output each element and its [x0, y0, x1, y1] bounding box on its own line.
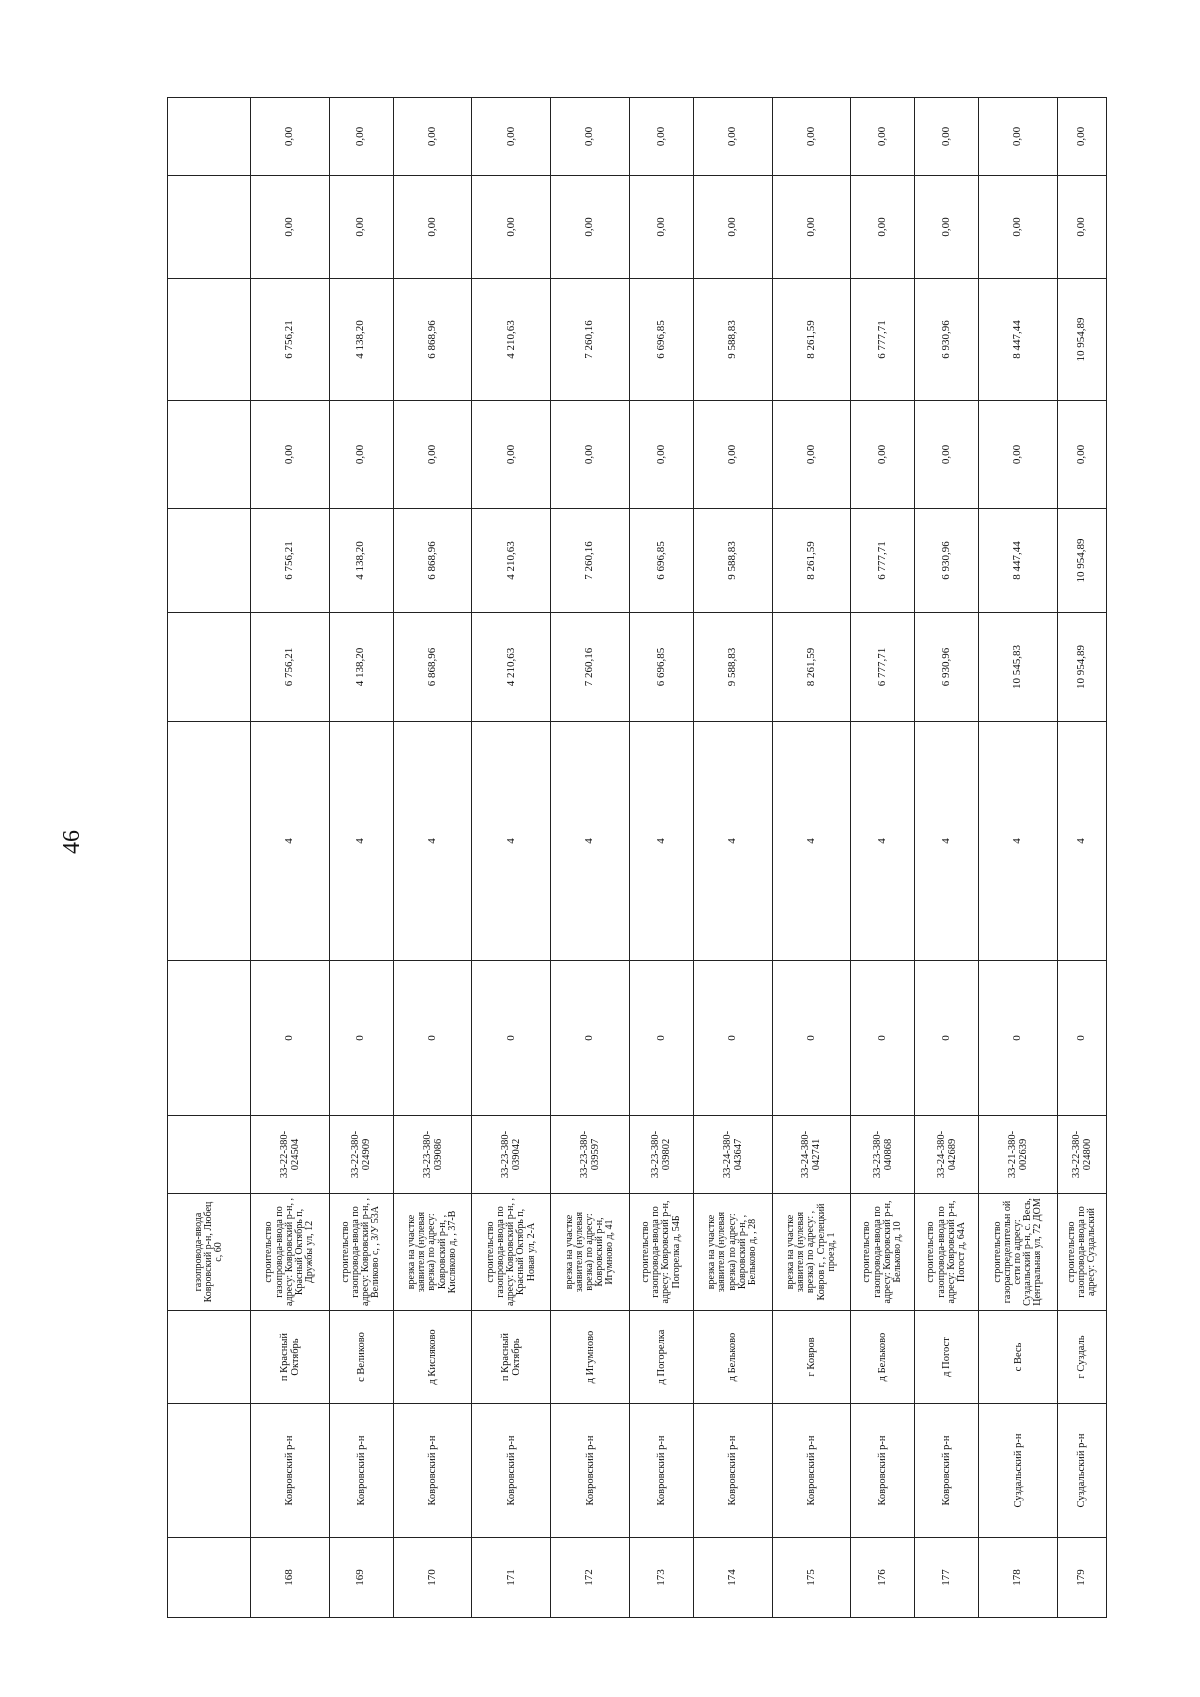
- cell-value-1: 10 545,83: [979, 613, 1058, 722]
- cell-value-6: 0,00: [851, 98, 915, 176]
- cell-col-2: 4: [915, 722, 979, 961]
- cell-value-2: 4 210,63: [472, 509, 551, 613]
- cell-value-1: 6 777,71: [851, 613, 915, 722]
- cell-value-1: 4 210,63: [472, 613, 551, 722]
- cell-value-6: 0,00: [251, 98, 330, 176]
- cell-value-4: 6 777,71: [851, 279, 915, 401]
- cell-value-5: [168, 176, 251, 279]
- cell-code: 33-22-380-024800: [1057, 1116, 1106, 1194]
- cell-col-1: 0: [772, 961, 851, 1116]
- cell-col-2: 4: [693, 722, 772, 961]
- table-row: [551, 98, 630, 1618]
- cell-value-6: 0,00: [915, 98, 979, 176]
- cell-code: 33-23-380-039042: [472, 1116, 551, 1194]
- cell-locality: [168, 1311, 251, 1404]
- cell-description: строительство газопровода-ввода по адресу: Ковровский р-н, , Великово с, , З/У 53А: [329, 1194, 393, 1311]
- cell-code: 33-22-380-024504: [251, 1116, 330, 1194]
- cell-value-6: 0,00: [329, 98, 393, 176]
- cell-value-4: 8 261,59: [772, 279, 851, 401]
- cell-number: [168, 1538, 251, 1618]
- cell-code: 33-23-380-039802: [629, 1116, 693, 1194]
- cell-district: Ковровский р-н: [329, 1404, 393, 1538]
- cell-description: врезка на участке заявителя (нулевая врезка) по адресу: , Ковров г, , Стрелецкий проезд, 1: [772, 1194, 851, 1311]
- cell-value-5: 0,00: [329, 176, 393, 279]
- cell-value-1: 10 954,89: [1057, 613, 1106, 722]
- cell-district: Суздальский р-н: [979, 1404, 1058, 1538]
- cell-col-2: 4: [329, 722, 393, 961]
- cell-col-2: 4: [851, 722, 915, 961]
- cell-value-1: [168, 613, 251, 722]
- cell-number: 172: [551, 1538, 630, 1618]
- cell-col-1: 0: [1057, 961, 1106, 1116]
- cell-value-2: 8 261,59: [772, 509, 851, 613]
- cell-value-1: 4 138,20: [329, 613, 393, 722]
- cell-col-2: 4: [251, 722, 330, 961]
- cell-description: газопровода-ввода Ковровский р-н, Любец с, 60: [168, 1194, 251, 1311]
- table-row: [693, 98, 772, 1618]
- cell-locality: с Весь: [979, 1311, 1058, 1404]
- cell-value-4: 8 447,44: [979, 279, 1058, 401]
- cell-description: врезка на участке заявителя (нулевая врезка) по адресу: Ковровский р-н, , Бельково д, , 28: [693, 1194, 772, 1311]
- cell-code: 33-23-380-039597: [551, 1116, 630, 1194]
- cell-value-5: 0,00: [915, 176, 979, 279]
- table-row: [979, 98, 1058, 1618]
- table-row: [772, 98, 851, 1618]
- cell-value-1: 6 930,96: [915, 613, 979, 722]
- cell-col-2: 4: [629, 722, 693, 961]
- cell-value-2: 8 447,44: [979, 509, 1058, 613]
- cell-value-3: [168, 401, 251, 509]
- cell-number: 179: [1057, 1538, 1106, 1618]
- cell-code: 33-21-380-002639: [979, 1116, 1058, 1194]
- cell-code: 33-23-380-040868: [851, 1116, 915, 1194]
- cell-code: 33-22-380-024909: [329, 1116, 393, 1194]
- cell-value-2: 10 954,89: [1057, 509, 1106, 613]
- cell-value-6: [168, 98, 251, 176]
- cell-value-4: 6 696,85: [629, 279, 693, 401]
- cell-district: Суздальский р-н: [1057, 1404, 1106, 1538]
- cell-col-2: 4: [551, 722, 630, 961]
- cell-locality: д Погорелка: [629, 1311, 693, 1404]
- cell-number: 174: [693, 1538, 772, 1618]
- cell-description: врезка на участке заявителя (нулевая врезка) по адресу: Ковровский р-н, Игумново д, 41: [551, 1194, 630, 1311]
- cell-code: 33-23-380-039086: [393, 1116, 472, 1194]
- cell-value-3: 0,00: [772, 401, 851, 509]
- cell-value-1: 7 260,16: [551, 613, 630, 722]
- cell-value-2: 6 696,85: [629, 509, 693, 613]
- cell-col-1: 0: [851, 961, 915, 1116]
- cell-value-5: 0,00: [772, 176, 851, 279]
- cell-value-6: 0,00: [1057, 98, 1106, 176]
- cell-district: Ковровский р-н: [772, 1404, 851, 1538]
- cell-value-2: 6 868,96: [393, 509, 472, 613]
- table-row: [851, 98, 915, 1618]
- data-table: [167, 97, 1107, 1618]
- cell-code: [168, 1116, 251, 1194]
- cell-code: 33-24-380-042741: [772, 1116, 851, 1194]
- cell-value-4: 9 588,83: [693, 279, 772, 401]
- cell-col-2: [168, 722, 251, 961]
- cell-district: Ковровский р-н: [551, 1404, 630, 1538]
- cell-value-6: 0,00: [979, 98, 1058, 176]
- cell-value-3: 0,00: [251, 401, 330, 509]
- cell-value-5: 0,00: [693, 176, 772, 279]
- cell-col-1: 0: [393, 961, 472, 1116]
- cell-number: 178: [979, 1538, 1058, 1618]
- cell-col-1: 0: [693, 961, 772, 1116]
- cell-description: строительство газопровода-ввода по адресу: Ковровский р-н, , Красный Октябрь п, Дружбы ул, 12: [251, 1194, 330, 1311]
- cell-value-4: 10 954,89: [1057, 279, 1106, 401]
- cell-code: 33-24-380-043647: [693, 1116, 772, 1194]
- cell-col-2: 4: [393, 722, 472, 961]
- rotated-table-container: [167, 98, 1107, 1618]
- cell-col-1: 0: [979, 961, 1058, 1116]
- table-row: [329, 98, 393, 1618]
- cell-value-3: 0,00: [393, 401, 472, 509]
- cell-value-3: 0,00: [329, 401, 393, 509]
- cell-col-1: 0: [251, 961, 330, 1116]
- cell-value-3: 0,00: [693, 401, 772, 509]
- cell-value-6: 0,00: [693, 98, 772, 176]
- cell-locality: д Бельково: [851, 1311, 915, 1404]
- table-row: [629, 98, 693, 1618]
- cell-number: 176: [851, 1538, 915, 1618]
- cell-value-4: 4 210,63: [472, 279, 551, 401]
- cell-value-3: 0,00: [629, 401, 693, 509]
- page-number: 46: [59, 830, 85, 854]
- table-row-continuation: [168, 98, 251, 1618]
- cell-value-5: 0,00: [979, 176, 1058, 279]
- cell-district: Ковровский р-н: [472, 1404, 551, 1538]
- cell-description: строительство газопровода-ввода по адресу: Ковровский р-н, Погост д, 64А: [915, 1194, 979, 1311]
- cell-value-5: 0,00: [551, 176, 630, 279]
- cell-value-5: 0,00: [851, 176, 915, 279]
- cell-col-1: [168, 961, 251, 1116]
- cell-district: Ковровский р-н: [393, 1404, 472, 1538]
- cell-locality: д Кисляково: [393, 1311, 472, 1404]
- cell-col-1: 0: [472, 961, 551, 1116]
- cell-value-3: 0,00: [472, 401, 551, 509]
- cell-locality: с Великово: [329, 1311, 393, 1404]
- cell-value-6: 0,00: [629, 98, 693, 176]
- cell-code: 33-24-380-042689: [915, 1116, 979, 1194]
- cell-value-6: 0,00: [393, 98, 472, 176]
- cell-col-1: 0: [551, 961, 630, 1116]
- cell-col-2: 4: [1057, 722, 1106, 961]
- cell-value-3: 0,00: [851, 401, 915, 509]
- cell-description: строительство газопровода-ввода по адресу: Ковровский р-н, , Красный Октябрь п, Новая ул, 2-А: [472, 1194, 551, 1311]
- cell-col-2: 4: [472, 722, 551, 961]
- cell-value-3: 0,00: [551, 401, 630, 509]
- cell-description: строительство газопровода-ввода по адресу: Ковровский р-н, Погорелка д, 54Б: [629, 1194, 693, 1311]
- cell-locality: г Суздаль: [1057, 1311, 1106, 1404]
- cell-district: [168, 1404, 251, 1538]
- cell-value-2: 9 588,83: [693, 509, 772, 613]
- cell-locality: д Бельково: [693, 1311, 772, 1404]
- cell-value-5: 0,00: [251, 176, 330, 279]
- cell-value-4: 6 868,96: [393, 279, 472, 401]
- cell-value-1: 6 868,96: [393, 613, 472, 722]
- cell-district: Ковровский р-н: [915, 1404, 979, 1538]
- cell-value-5: 0,00: [1057, 176, 1106, 279]
- cell-value-4: 6 930,96: [915, 279, 979, 401]
- cell-value-5: 0,00: [629, 176, 693, 279]
- cell-value-2: 4 138,20: [329, 509, 393, 613]
- cell-value-2: 6 777,71: [851, 509, 915, 613]
- cell-value-2: 7 260,16: [551, 509, 630, 613]
- cell-value-2: [168, 509, 251, 613]
- cell-value-4: 4 138,20: [329, 279, 393, 401]
- cell-district: Ковровский р-н: [629, 1404, 693, 1538]
- cell-value-2: 6 930,96: [915, 509, 979, 613]
- cell-description: строительство газораспределительн ой сети по адресу: Суздальский р-н, с. Весь, Центральная ул, 72 ДОМ: [979, 1194, 1058, 1311]
- cell-district: Ковровский р-н: [851, 1404, 915, 1538]
- cell-value-6: 0,00: [472, 98, 551, 176]
- cell-number: 177: [915, 1538, 979, 1618]
- cell-value-2: 6 756,21: [251, 509, 330, 613]
- cell-locality: п Красный Октябрь: [251, 1311, 330, 1404]
- cell-value-1: 8 261,59: [772, 613, 851, 722]
- table-row: [393, 98, 472, 1618]
- cell-locality: г Ковров: [772, 1311, 851, 1404]
- table-row: [472, 98, 551, 1618]
- cell-description: врезка на участке заявителя (нулевая врезка) по адресу: Ковровский р-н, , Кисляково д, , 37-В: [393, 1194, 472, 1311]
- table-row: [915, 98, 979, 1618]
- cell-value-4: 7 260,16: [551, 279, 630, 401]
- cell-value-6: 0,00: [772, 98, 851, 176]
- cell-description: строительство газопровода-ввода по адресу: Ковровский р-н, Бельково д, 10: [851, 1194, 915, 1311]
- cell-value-4: 6 756,21: [251, 279, 330, 401]
- cell-number: 173: [629, 1538, 693, 1618]
- cell-number: 175: [772, 1538, 851, 1618]
- cell-value-3: 0,00: [1057, 401, 1106, 509]
- cell-value-3: 0,00: [979, 401, 1058, 509]
- cell-col-2: 4: [979, 722, 1058, 961]
- cell-number: 171: [472, 1538, 551, 1618]
- cell-locality: д Игумново: [551, 1311, 630, 1404]
- cell-value-1: 9 588,83: [693, 613, 772, 722]
- cell-col-1: 0: [329, 961, 393, 1116]
- cell-district: Ковровский р-н: [251, 1404, 330, 1538]
- cell-locality: д Погост: [915, 1311, 979, 1404]
- table-row: [1057, 98, 1106, 1618]
- cell-district: Ковровский р-н: [693, 1404, 772, 1538]
- cell-col-2: 4: [772, 722, 851, 961]
- cell-number: 169: [329, 1538, 393, 1618]
- cell-value-5: 0,00: [472, 176, 551, 279]
- cell-description: строительство газопровода-ввода по адресу: Суздальский: [1057, 1194, 1106, 1311]
- table-row: [251, 98, 330, 1618]
- cell-number: 170: [393, 1538, 472, 1618]
- cell-col-1: 0: [915, 961, 979, 1116]
- cell-value-1: 6 696,85: [629, 613, 693, 722]
- cell-locality: п Красный Октябрь: [472, 1311, 551, 1404]
- cell-value-6: 0,00: [551, 98, 630, 176]
- cell-value-4: [168, 279, 251, 401]
- cell-value-5: 0,00: [393, 176, 472, 279]
- cell-col-1: 0: [629, 961, 693, 1116]
- cell-value-3: 0,00: [915, 401, 979, 509]
- cell-value-1: 6 756,21: [251, 613, 330, 722]
- cell-number: 168: [251, 1538, 330, 1618]
